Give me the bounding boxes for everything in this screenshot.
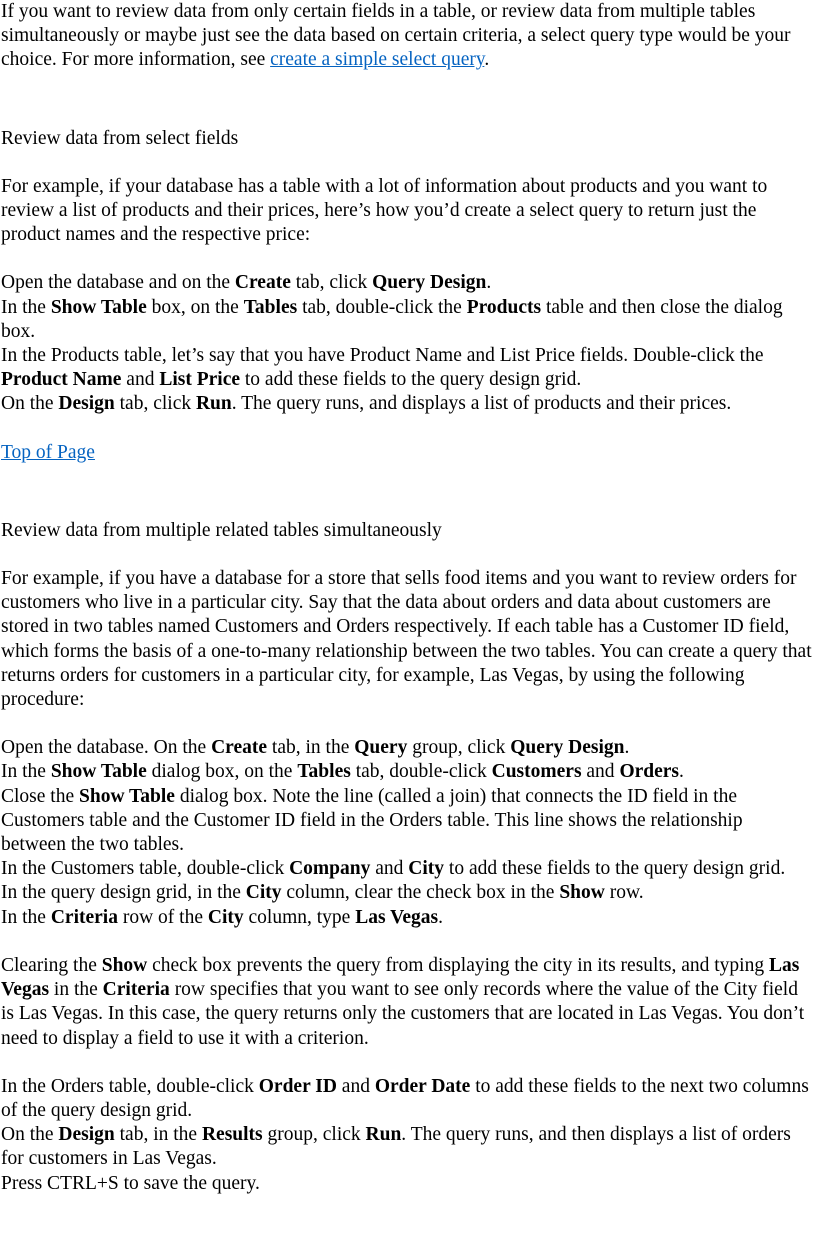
section2-paragraph: For example, if you have a database for a store that sells food items and you want to review orders for customers who live in a particular city. Say that the data about orders and data about customers are stored in two tables named Customers and Orders respectively. If each table has a Customer ID field, which forms the basis of a one-to-many relationship between the two tables. You can create a query that returns orders for customers in a particular city, for example, Las Vegas, by using the following procedure: [1,568,812,711]
section2-note: Clearing the Show check box prevents the query from displaying the city in its results, and typing Las Vegas in the Criteria row specifies that you want to see only records where the value of the City field is Las Vegas. In this case, the query returns only the customers that are located in Las Vegas. You don’t need to display a field to use it with a criterion. [1,954,805,1049]
section2-step-3: Close the Show Table dialog box. Note the line (called a join) that connects the ID field in the Customers table and the Customer ID field in the Orders table. This line shows the relationship between the two tables. [1,785,743,856]
section1-paragraph: For example, if your database has a table with a lot of information about products and you want to review a list of products and their prices, here’s how you’d create a select query to return just the product names and the respective price: [1,175,768,246]
section2-step-1: Open the database. On the Create tab, in the Query group, click Query Design. [1,737,630,759]
intro-paragraph [1,0,812,73]
top-of-page-link[interactable]: Top of Page [1,441,95,463]
section2-step-6: In the Criteria row of the City column, type Las Vegas. [1,906,443,928]
section2-step-7: In the Orders table, double-click Order ID and Order Date to add these fields to the next two columns of the query design grid. [1,1075,809,1121]
section2-step-2: In the Show Table dialog box, on the Tables tab, double-click Customers and Orders. [1,761,684,783]
section1-steps [1,271,812,416]
section2-steps [1,736,812,930]
create-simple-select-query-link[interactable]: create a simple select query [270,49,485,71]
intro-end: . [484,49,490,71]
top-of-page-paragraph [1,441,812,465]
section2-step-5: In the query design grid, in the City column, clear the check box in the Show row. [1,882,644,904]
section2-step-8: On the Design tab, in the Results group, click Run. The query runs, and then displays a list of orders for customers in Las Vegas. [1,1124,791,1170]
section2-step-9: Press CTRL+S to save the query. [1,1172,260,1194]
section1-step-1: Open the database and on the Create tab, click Query Design. [1,272,492,294]
section2-steps-continued [1,1075,812,1196]
section1-step-3: In the Products table, let’s say that you have Product Name and List Price fields. Double-click the Product Name and List Price to add these fields to the query design grid. [1,345,764,391]
intro-text: If you want to review data from only certain fields in a table, or review data from multiple tables simultaneously or maybe just see the data based on certain criteria, a select query type would be your choice. For more information, see [1,1,791,71]
section1-step-4: On the Design tab, click Run. The query runs, and displays a list of products and their prices. [1,393,732,415]
section1-heading: Review data from select fields [1,127,239,149]
section1-step-2: In the Show Table box, on the Tables tab, double-click the Products table and then close the dialog box. [1,296,783,342]
section2-step-4: In the Customers table, double-click Company and City to add these fields to the query design grid. [1,858,786,880]
section2-heading: Review data from multiple related tables simultaneously [1,519,442,541]
